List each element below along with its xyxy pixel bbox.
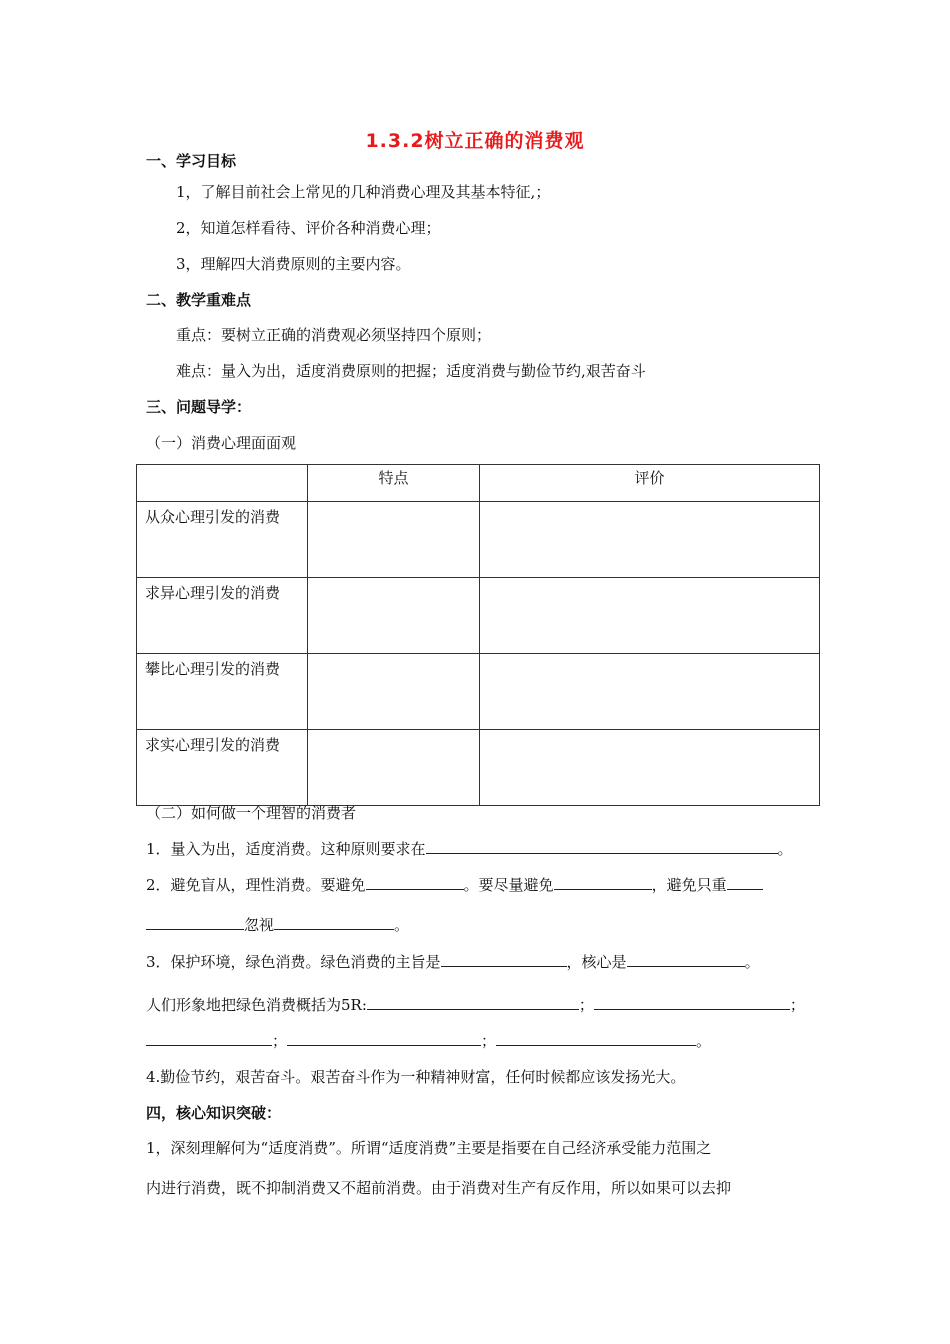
psychology-table <box>136 464 820 806</box>
question-3-5r <box>146 994 805 1015</box>
answer-blank[interactable] <box>727 875 763 890</box>
answer-blank[interactable] <box>287 1031 481 1046</box>
separator: ； <box>789 996 805 1014</box>
question-2-continued <box>146 914 409 935</box>
goal-item-3: 3，理解四大消费原则的主要内容。 <box>176 255 411 273</box>
question-2-text-b: 。要尽量避免 <box>463 876 554 894</box>
question-4: 4.勤俭节约，艰苦奋斗。艰苦奋斗作为一种精神财富，任何时候都应该发扬光大。 <box>146 1068 686 1086</box>
answer-blank[interactable] <box>594 995 790 1010</box>
table-header-blank <box>137 465 308 502</box>
question-3-text-b: ，核心是 <box>566 953 627 971</box>
page-title: 1.3.2树立正确的消费观 <box>365 130 585 152</box>
table-header-row <box>137 465 820 502</box>
question-2-text-c: ，避免只重 <box>651 876 727 894</box>
question-3-5r-continued <box>146 1030 711 1051</box>
goal-item-2: 2，知道怎样看待、评价各种消费心理； <box>176 219 441 237</box>
table-row <box>137 578 820 654</box>
answer-blank[interactable] <box>146 1031 272 1046</box>
answer-blank[interactable] <box>366 875 464 890</box>
separator: ； <box>272 1032 288 1050</box>
part-heading-psychology: （一）消费心理面面观 <box>146 434 297 452</box>
key-point: 重点：要树立正确的消费观必须坚持四个原则； <box>176 326 492 344</box>
feature-cell[interactable] <box>308 578 480 654</box>
question-3-text-a: 3．保护环境，绿色消费。绿色消费的主旨是 <box>146 953 441 971</box>
section-heading-core: 四，核心知识突破： <box>146 1104 282 1122</box>
answer-blank[interactable] <box>496 1031 696 1046</box>
question-1-end: 。 <box>777 840 793 858</box>
section-heading-guide: 三、问题导学： <box>146 398 252 416</box>
section-heading-goals: 一、学习目标 <box>146 152 237 170</box>
answer-blank[interactable] <box>554 875 652 890</box>
feature-cell[interactable] <box>308 654 480 730</box>
part-heading-rational: （二）如何做一个理智的消费者 <box>146 804 357 822</box>
section-heading-key-points: 二、教学重难点 <box>146 291 252 309</box>
question-3-5r-end: 。 <box>696 1032 712 1050</box>
question-2-end: 。 <box>394 916 410 934</box>
question-2 <box>146 874 763 895</box>
answer-blank[interactable] <box>627 952 745 967</box>
answer-blank[interactable] <box>426 839 778 854</box>
feature-cell[interactable] <box>308 502 480 578</box>
goal-item-1: 1，了解目前社会上常见的几种消费心理及其基本特征,； <box>176 183 551 201</box>
question-2-text-a: 2．避免盲从，理性消费。要避免 <box>146 876 366 894</box>
evaluation-cell[interactable] <box>480 654 820 730</box>
table-row <box>137 654 820 730</box>
answer-blank[interactable] <box>367 995 579 1010</box>
row-label: 求异心理引发的消费 <box>137 578 308 654</box>
row-label: 求实心理引发的消费 <box>137 730 308 806</box>
question-3-5r-text: 人们形象地把绿色消费概括为5R: <box>146 996 367 1014</box>
answer-blank[interactable] <box>441 952 567 967</box>
separator: ； <box>578 996 594 1014</box>
difficult-point: 难点：量入为出，适度消费原则的把握；适度消费与勤俭节约,艰苦奋斗 <box>176 362 646 380</box>
question-1 <box>146 838 793 859</box>
evaluation-cell[interactable] <box>480 578 820 654</box>
feature-cell[interactable] <box>308 730 480 806</box>
separator: ； <box>481 1032 497 1050</box>
answer-blank[interactable] <box>274 915 394 930</box>
question-2-text-d: 忽视 <box>244 916 275 934</box>
evaluation-cell[interactable] <box>480 730 820 806</box>
answer-blank[interactable] <box>146 915 244 930</box>
question-1-text: 1．量入为出，适度消费。这种原则要求在 <box>146 840 426 858</box>
core-paragraph-line-2: 内进行消费，既不抑制消费又不超前消费。由于消费对生产有反作用，所以如果可以去抑 <box>146 1179 732 1197</box>
evaluation-cell[interactable] <box>480 502 820 578</box>
table-header-evaluation: 评价 <box>480 465 820 502</box>
table-header-feature: 特点 <box>308 465 480 502</box>
core-paragraph-line-1: 1，深刻理解何为“适度消费”。所谓“适度消费”主要是指要在自己经济承受能力范围之 <box>146 1139 712 1157</box>
row-label: 攀比心理引发的消费 <box>137 654 308 730</box>
row-label: 从众心理引发的消费 <box>137 502 308 578</box>
question-3-end: 。 <box>744 953 760 971</box>
table-row <box>137 730 820 806</box>
table-row <box>137 502 820 578</box>
question-3 <box>146 951 760 972</box>
